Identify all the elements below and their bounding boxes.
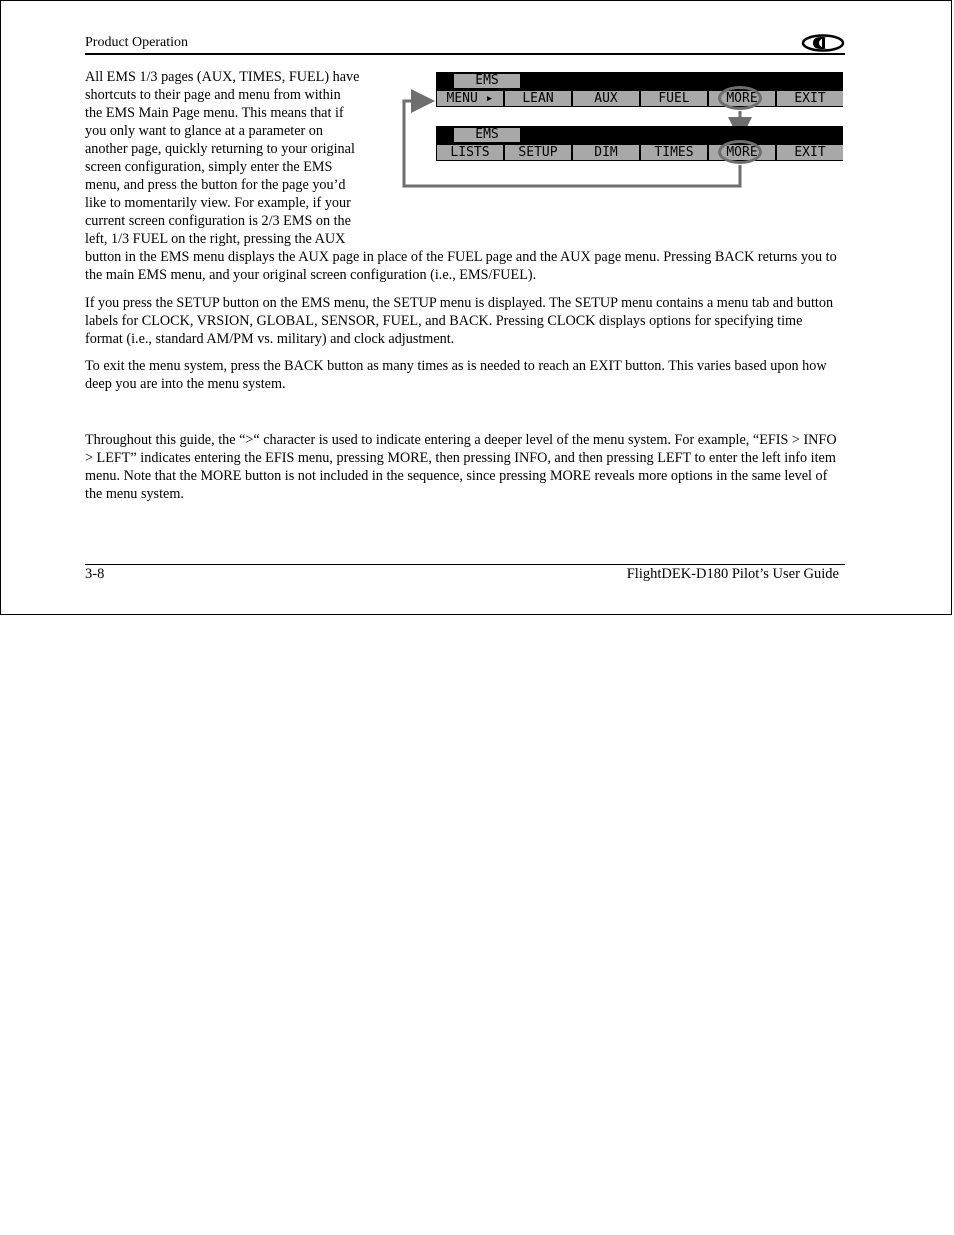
dynon-logo-icon <box>801 34 845 52</box>
more-button[interactable]: MORE <box>709 91 775 106</box>
more-button[interactable]: MORE <box>709 145 775 160</box>
ems-menu-figure <box>401 71 845 191</box>
text-line: left, 1/3 FUEL on the right, pressing the AUX <box>85 231 346 247</box>
paragraph-setup-menu: If you press the SETUP button on the EMS menu, the SETUP menu is displayed. The SETUP menu contains a menu tab and button labels for CLOCK, VRSION, GLOBAL, SENSOR, FUEL, and BACK. Pressing CLOCK displays options for specifying time format (i.e., standard AM/PM vs. military) and clock adjustment. <box>85 295 834 347</box>
times-button[interactable]: TIMES <box>641 145 707 160</box>
text-line: screen configuration, simply enter the EMS <box>85 159 333 175</box>
header-rule <box>85 53 845 55</box>
more-highlight-ring <box>718 86 762 110</box>
button-row <box>436 145 843 160</box>
more-highlight-ring <box>718 140 762 164</box>
paragraph-shortcuts-continued: button in the EMS menu displays the AUX page in place of the FUEL page and the AUX page menu. Pressing BACK returns you to the main EMS menu, and your original screen configuration (i.e., EMS/FUEL). <box>85 249 837 283</box>
text-line: All EMS 1/3 pages (AUX, TIMES, FUEL) have <box>85 69 360 85</box>
guide-title: FlightDEK-D180 Pilot’s User Guide <box>626 566 839 582</box>
dim-button[interactable]: DIM <box>573 145 639 160</box>
paragraph-shortcuts <box>85 68 389 248</box>
manual-page <box>0 0 952 615</box>
exit-button[interactable]: EXIT <box>777 91 843 106</box>
text-line: like to momentarily view. For example, if your <box>85 195 351 211</box>
exit-button[interactable]: EXIT <box>777 145 843 160</box>
paragraph-exit-menu: To exit the menu system, press the BACK button as many times as is needed to reach an EXIT button. This varies based upon how deep you are into the menu system. <box>85 358 827 392</box>
section-title: Product Operation <box>85 35 189 50</box>
text-line: menu, and press the button for the page you’d <box>85 177 346 193</box>
lists-button[interactable]: LISTS <box>437 145 503 160</box>
aux-button[interactable]: AUX <box>573 91 639 106</box>
menu-tab: EMS <box>454 74 520 88</box>
menu-tab: EMS <box>454 128 520 142</box>
text-line: another page, quickly returning to your original <box>85 141 355 157</box>
text-line: current screen configuration is 2/3 EMS on the <box>85 213 351 229</box>
fuel-button[interactable]: FUEL <box>641 91 707 106</box>
setup-button[interactable]: SETUP <box>505 145 571 160</box>
page-number: 3-8 <box>85 566 105 582</box>
menu-button[interactable]: MENU ▸ <box>437 91 503 106</box>
paragraph-menu-notation: Throughout this guide, the “>“ character is used to indicate entering a deeper level of the menu system. For example, “EFIS > INFO > LEFT” indicates entering the EFIS menu, pressing MORE, then pressing INFO, and then pressing LEFT to enter the left info item menu. Note that the MORE button is not included in the sequence, since pressing MORE reveals more options in the same level of the menu system. <box>85 432 837 502</box>
footer-rule <box>85 564 845 565</box>
ems-menu-screen-1 <box>436 72 843 107</box>
button-row <box>436 91 843 106</box>
ems-menu-screen-2 <box>436 126 843 161</box>
text-line: you only want to glance at a parameter on <box>85 123 323 139</box>
text-line: shortcuts to their page and menu from within <box>85 87 341 103</box>
text-line: the EMS Main Page menu. This means that if <box>85 105 344 121</box>
lean-button[interactable]: LEAN <box>505 91 571 106</box>
